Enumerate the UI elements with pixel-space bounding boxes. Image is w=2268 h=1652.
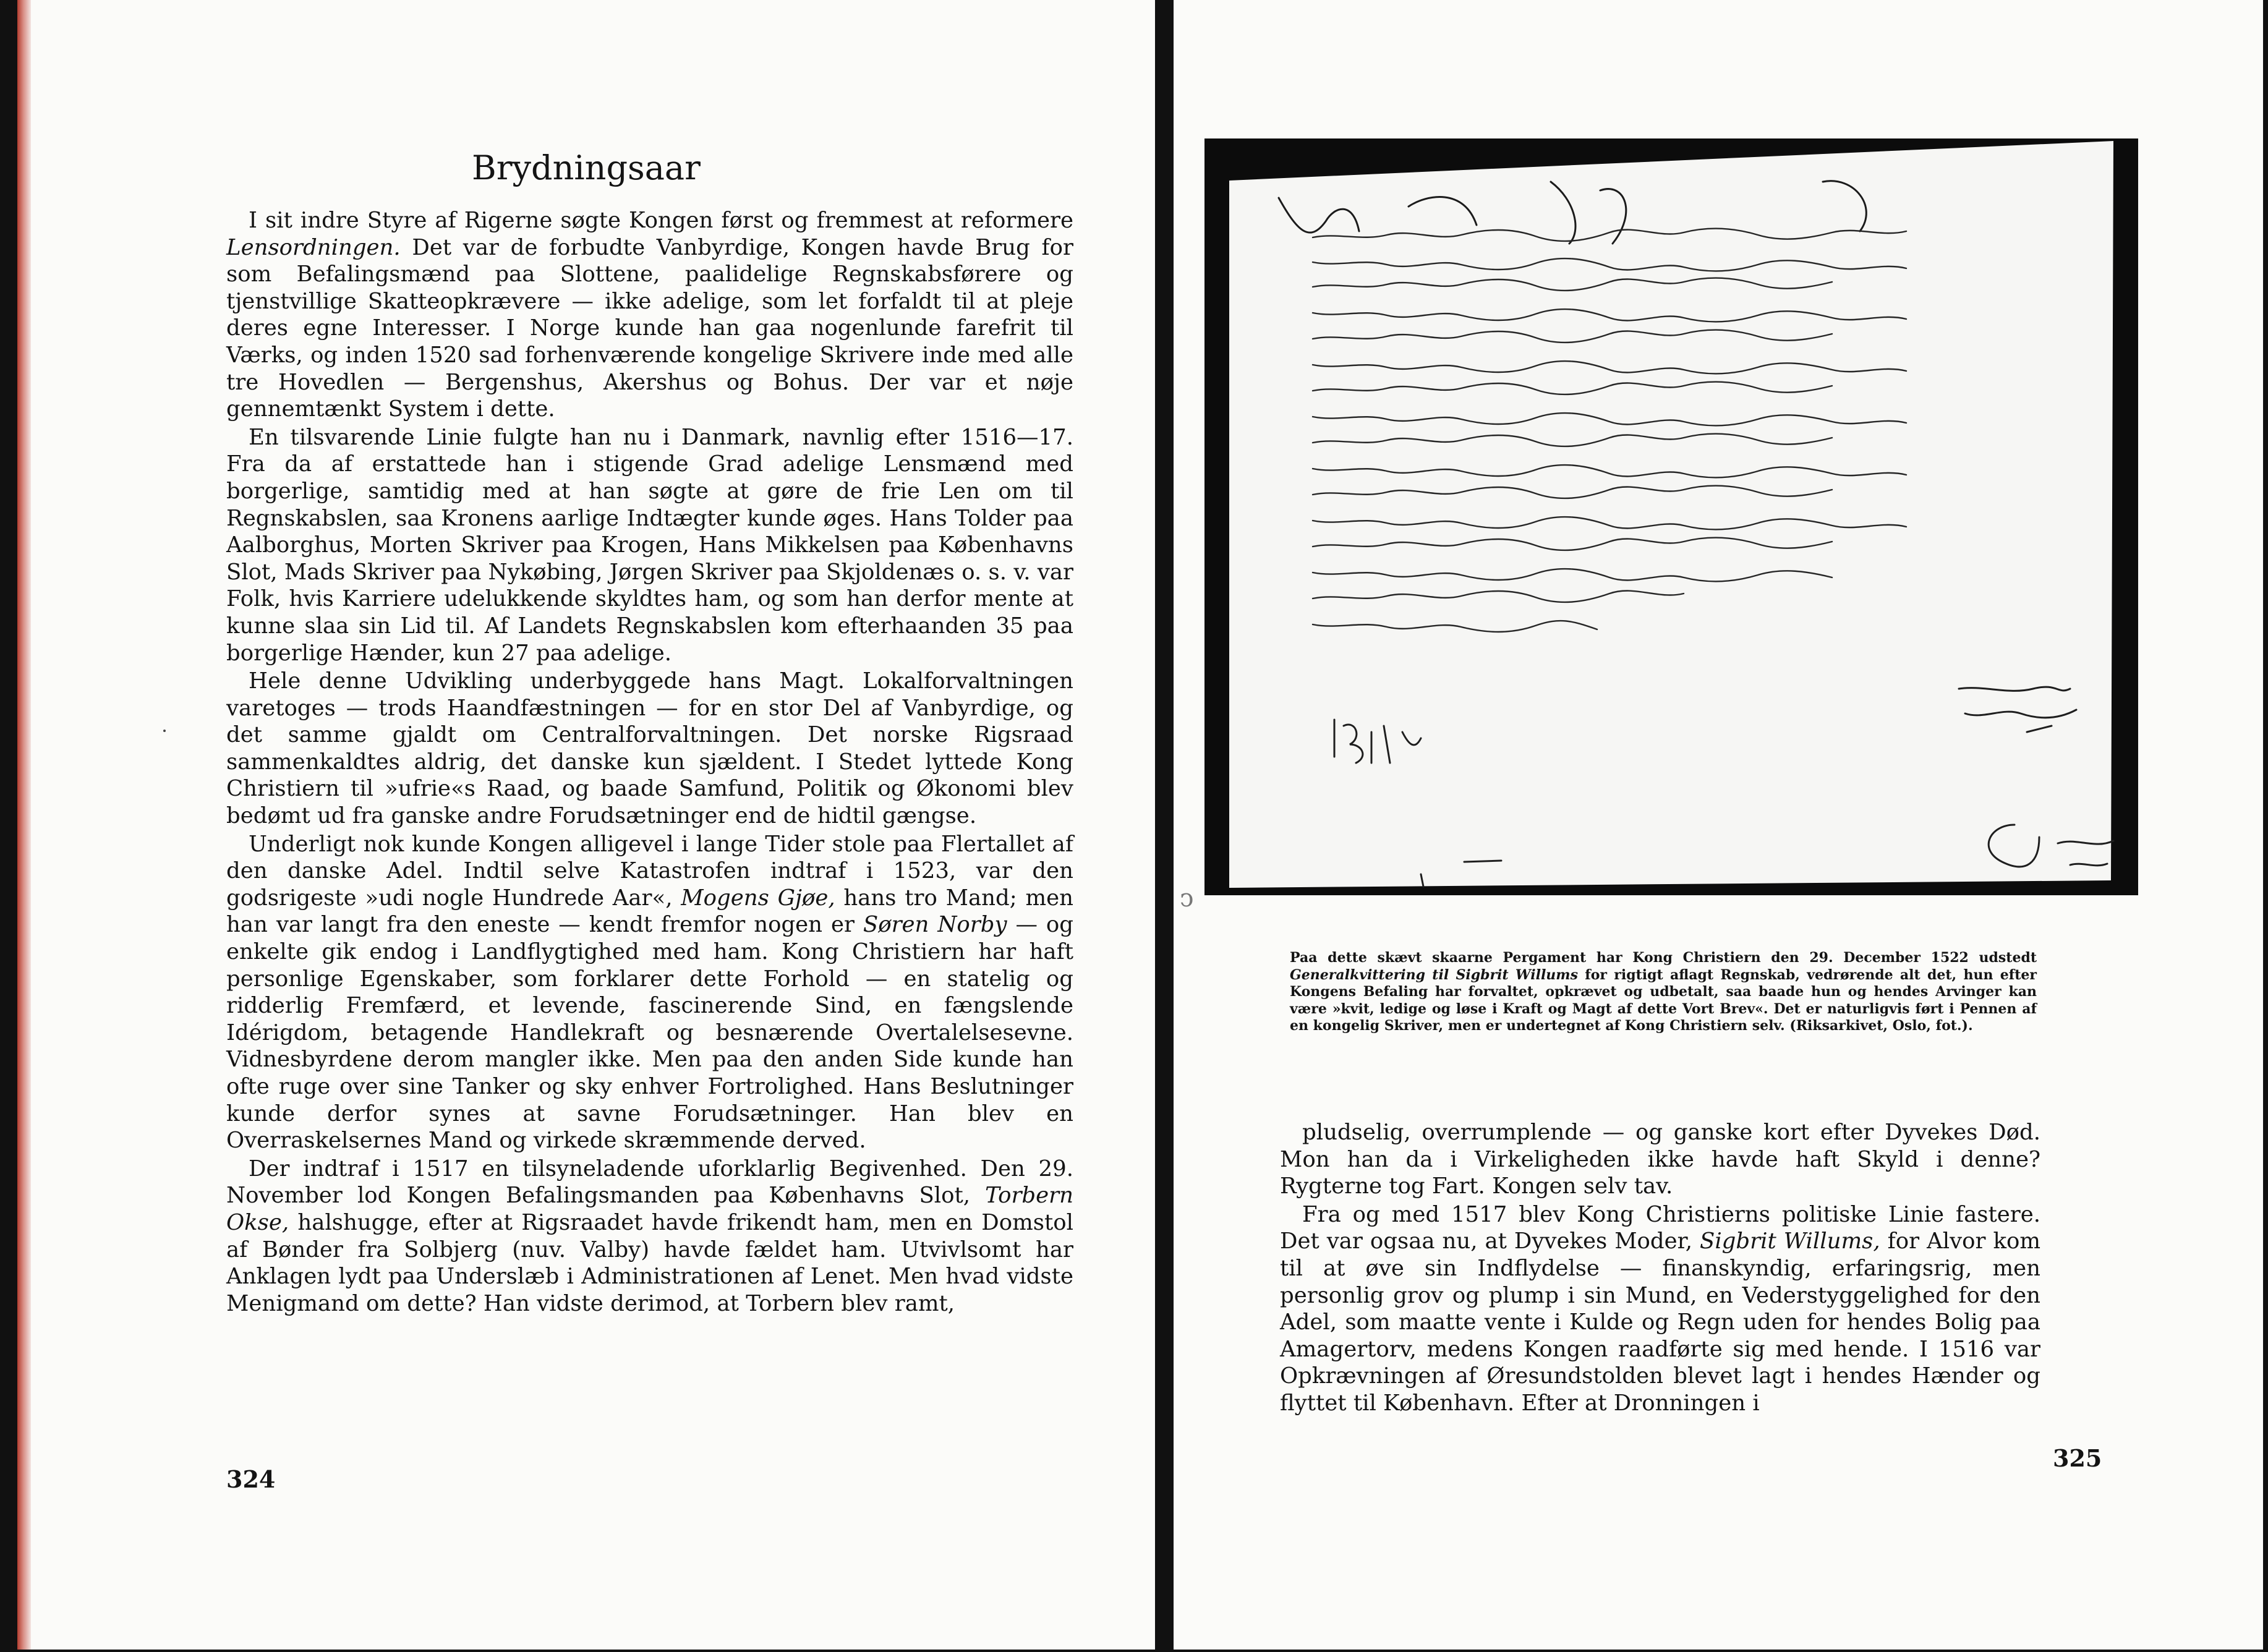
italic-text-run: Sigbrit Willums, xyxy=(1700,1228,1880,1254)
manuscript-photo xyxy=(1204,138,2138,895)
text-run: En tilsvarende Linie fulgte han nu i Danmark, navnlig efter 1516—17. Fra da af erstattede han i stigende Grad adelige Lensmænd med borgerlige, samtidig med at han søgte at gøre de frie Len om til Regnskabslen, saa Kronens aarlige Indtægter kunde øges. Hans Tolder paa Aalborghus, Morten Skriver paa Krogen, Hans Mikkelsen paa Københavns Slot, Mads Skriver paa Nykøbing, Jørgen Skriver paa Skjoldenæs o. s. v. var Folk, hvis Karriere udelukkende skyldtes ham, og som han derfor mente at kunne slaa sin Lid til. Af Landets Regnskabslen kom efterhaanden 35 paa borgerlige Hænder, kun 27 paa adelige. xyxy=(226,424,1073,666)
page-edge xyxy=(17,0,31,1650)
text-run: for Alvor kom til at øve sin Indflydelse — finanskyndig, erfaringsrig, men personlig grov og plump i sin Mund, en Vederstyggelighed for den Adel, som maatte vente i Kulde og Regn uden for hendes Bolig paa Amagertorv, medens Kongen raadførte sig med hende. I 1516 var Opkrævningen af Øresundstolden blevet lagt i hendes Hænder og flyttet til København. Efter at Dronningen i xyxy=(1280,1228,2041,1416)
italic-text-run: Mogens Gjøe, xyxy=(681,885,835,911)
chapter-title: Brydningsaar xyxy=(472,148,701,187)
italic-text-run: Torbern Okse, xyxy=(226,1183,1073,1235)
text-run: pludselig, overrumplende — og ganske kort efter Dyvekes Død. Mon han da i Virkeligheden ikke havde haft Skyld i denne? Rygterne tog Fart. Kongen selv tav. xyxy=(1280,1120,2040,1199)
text-run: — og enkelte gik endog i Landflygtighed med ham. Kong Christiern har haft personlige Egenskaber, som forklarer dette Forhold — en statelig og ridderlig Fremfærd, et levende, fascinerende Sind, en fængslende Idérigdom, betagende Handlekraft og besnærende Overtalelsesevne. Vidnesbyrdene derom mangler ikke. Men paa den anden Side kunde han ofte ruge over sine Tanker og sky enhver Fortrolighed. Hans Beslutninger kunde derfor synes at savne Forudsætninger. Han blev en Overraskelsernes Mand og virkede skræmmende derved. xyxy=(226,912,1073,1154)
text-run: Fra og med 1517 blev Kong Christierns politiske Linie fastere. Det var ogsaa nu, at Dyvekes Moder, xyxy=(1280,1201,2040,1254)
text-run: for rigtigt aflagt Regnskab, vedrørende alt det, hun efter Kongens Befaling har forvaltet, opkrævet og udbetalt, saa baade hun og hendes Arvinger kan være »kvit, ledige og løse i Kraft og Magt af dette Vort Brev«. Det er naturligvis ført i Pennen af en kongelig Skriver, men er undertegnet af Kong Christiern selv. (Riksarkivet, Oslo, fot.). xyxy=(1290,966,2037,1034)
paragraph xyxy=(1280,1201,2040,1417)
figure-caption xyxy=(1290,950,2037,1035)
page-number-right: 325 xyxy=(2053,1444,2102,1472)
text-run: Hele denne Udvikling underbyggede hans Magt. Lokalforvaltningen varetoges — trods Haandfæstningen — for en stor Del af Vanbyrdige, og det samme gjaldt om Centralforvaltningen. Det norske Rigsraad sammenkaldtes aldrig, det danske kun sjældent. I Stedet lyttede Kong Christiern til »ufrie«s Raad, og baade Samfund, Politik og Økonomi blev bedømt ud fra ganske andre Forudsætninger end de hidtil gængse. xyxy=(226,668,1073,829)
left-body-text xyxy=(226,207,1073,1318)
text-run: Det var de forbudte Vanbyrdige, Kongen havde Brug for som Befalingsmænd paa Slottene, paalidelige Regnskabsførere og tjenstvillige Skatteopkrævere — ikke adelige, som let forfaldt til at pleje deres egne Interesser. I Norge kunde han gaa nogenlunde farefrit til Værks, og inden 1520 sad forhenværende kongelige Skrivere inde med alle tre Hovedlen — Bergenshus, Akershus og Bohus. Der var et nøje gennemtænkt System i dette. xyxy=(226,234,1073,422)
left-page xyxy=(17,0,1155,1650)
paragraph xyxy=(1280,1119,2040,1200)
paper-speck xyxy=(163,730,166,732)
page-number-left: 324 xyxy=(226,1465,276,1493)
text-run: Paa dette skævt skaarne Pergament har Kong Christiern den 29. December 1522 udstedt xyxy=(1290,950,2037,966)
italic-text-run: Generalkvittering til Sigbrit Willums xyxy=(1290,966,1578,983)
right-page xyxy=(1174,0,2263,1650)
paragraph xyxy=(226,831,1073,1154)
text-run: Der indtraf i 1517 en tilsyneladende uforklarlig Begivenhed. Den 29. November lod Kongen Befalingsmanden paa Københavns Slot, xyxy=(226,1156,1073,1209)
text-run: I sit indre Styre af Rigerne søgte Kongen først og fremmest at reformere xyxy=(249,208,1073,233)
text-run: hans tro Mand; men han var langt fra den eneste — kendt fremfor nogen er xyxy=(226,885,1073,938)
italic-text-run: Søren Norby xyxy=(863,912,1007,938)
text-run: Underligt nok kunde Kongen alligevel i lange Tider stole paa Flertallet af den danske Adel. Indtil selve Katastrofen indtraf i 1523, var den godsrigeste »udi nogle Hundrede Aar«, xyxy=(226,831,1073,911)
paragraph xyxy=(226,207,1073,423)
paragraph xyxy=(226,1156,1073,1318)
text-run: halshugge, efter at Rigsraadet havde frikendt ham, men en Domstol af Bønder fra Solbjerg (nuv. Valby) havde fældet ham. Utvivlsomt har Anklagen lydt paa Underslæb i Administrationen af Lenet. Men hvad vidste Menigmand om dette? Han vidste derimod, at Torbern blev ramt, xyxy=(226,1209,1073,1316)
margin-mark: ↄ xyxy=(1180,884,1194,913)
italic-text-run: Lensordningen. xyxy=(226,234,401,260)
right-body-text xyxy=(1280,1119,2040,1418)
paragraph xyxy=(226,668,1073,830)
paragraph xyxy=(226,424,1073,666)
